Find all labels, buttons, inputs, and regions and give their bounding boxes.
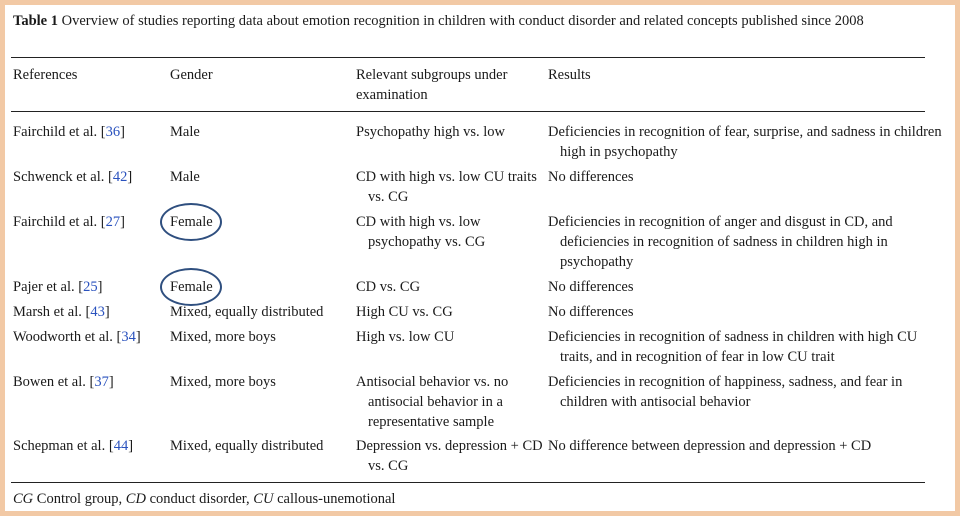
row-5-results: No differences xyxy=(548,304,634,320)
reference-author: Fairchild et al. xyxy=(13,124,98,140)
table-footnote xyxy=(13,489,395,509)
row-5-subgroups: High CU vs. CG xyxy=(356,304,453,320)
citation-link[interactable]: 44 xyxy=(113,438,129,454)
row-8-subgroups: Depression vs. depression + CD vs. CG xyxy=(356,438,543,474)
row-6-subgroups: High vs. low CU xyxy=(356,329,455,345)
row-2-gender: Male xyxy=(170,169,200,185)
abbr-cu-text: callous-unemotional xyxy=(273,491,396,507)
row-6-results: Deficiencies in recognition of sadness in children with high CU traits, and in recognition of fear in low CU trait xyxy=(548,329,918,365)
reference-author: Schwenck et al. xyxy=(13,169,105,185)
row-3-gender: Female xyxy=(170,214,213,230)
row-7-results: Deficiencies in recognition of happiness, sadness, and fear in children with antisocial behavior xyxy=(548,374,903,410)
highlight-circle-female-2 xyxy=(160,268,222,306)
reference-author: Marsh et al. xyxy=(13,304,82,320)
abbr-cd-text: conduct disorder, xyxy=(145,491,254,507)
row-6-gender: Mixed, more boys xyxy=(170,329,276,345)
header-results: Results xyxy=(548,67,591,83)
citation-link[interactable]: 27 xyxy=(105,214,121,230)
row-8-gender: Mixed, equally distributed xyxy=(170,438,324,454)
row-4-subgroups: CD vs. CG xyxy=(356,279,421,295)
row-2-reference: Schwenck et al. [42] xyxy=(13,169,133,185)
reference-author: Pajer et al. xyxy=(13,279,75,295)
row-7-subgroups: Antisocial behavior vs. no antisocial behavior in a representative sample xyxy=(356,374,509,430)
citation-link[interactable]: 42 xyxy=(112,169,128,185)
abbr-cd: CD xyxy=(125,491,146,507)
reference-author: Fairchild et al. xyxy=(13,214,98,230)
row-4-gender: Female xyxy=(170,279,213,295)
row-7-reference: Bowen et al. [37] xyxy=(13,374,114,390)
row-8-results: No difference between depression and depression + CD xyxy=(548,438,872,454)
citation-link[interactable]: 34 xyxy=(121,329,136,345)
row-1-results: Deficiencies in recognition of fear, surprise, and sadness in children high in psychopathy xyxy=(548,124,942,160)
row-2-subgroups: CD with high vs. low CU traits vs. CG xyxy=(356,169,537,205)
row-1-gender: Male xyxy=(170,124,200,140)
table-caption-text: Overview of studies reporting data about emotion recognition in children with conduct disorder and related concepts published since 2008 xyxy=(61,13,864,29)
reference-author: Woodworth et al. xyxy=(13,329,113,345)
citation-link[interactable]: 36 xyxy=(105,124,121,140)
reference-author: Schepman et al. xyxy=(13,438,106,454)
header-rule xyxy=(11,111,925,112)
abbr-cu: CU xyxy=(253,491,274,507)
header-references: References xyxy=(13,67,78,83)
row-2-results: No differences xyxy=(548,169,634,185)
row-5-gender: Mixed, equally distributed xyxy=(170,304,324,320)
row-3-results: Deficiencies in recognition of anger and disgust in CD, and deficiencies in recognition of sadness in children high in psychopathy xyxy=(548,214,893,270)
row-5-reference: Marsh et al. [43] xyxy=(13,304,110,320)
citation-link[interactable]: 37 xyxy=(94,374,109,390)
header-subgroups: Relevant subgroups under examination xyxy=(356,67,508,103)
bottom-rule xyxy=(11,482,925,483)
row-8-reference: Schepman et al. [44] xyxy=(13,438,134,454)
abbr-cg-text: Control group, xyxy=(33,491,126,507)
highlight-circle-female-1 xyxy=(160,203,222,241)
row-3-subgroups: CD with high vs. low psychopathy vs. CG xyxy=(356,214,486,250)
row-4-reference: Pajer et al. [25] xyxy=(13,279,103,295)
row-1-subgroups: Psychopathy high vs. low xyxy=(356,124,506,140)
abbr-cg: CG xyxy=(13,491,34,507)
table-caption xyxy=(13,12,933,31)
citation-link[interactable]: 25 xyxy=(83,279,98,295)
row-3-reference: Fairchild et al. [27] xyxy=(13,214,125,230)
row-1-reference: Fairchild et al. [36] xyxy=(13,124,125,140)
citation-link[interactable]: 43 xyxy=(90,304,105,320)
table-label: Table 1 xyxy=(13,13,58,29)
top-rule xyxy=(11,57,925,58)
reference-author: Bowen et al. xyxy=(13,374,86,390)
header-gender: Gender xyxy=(170,67,213,83)
row-6-reference: Woodworth et al. [34] xyxy=(13,329,141,345)
row-7-gender: Mixed, more boys xyxy=(170,374,276,390)
row-4-results: No differences xyxy=(548,279,634,295)
